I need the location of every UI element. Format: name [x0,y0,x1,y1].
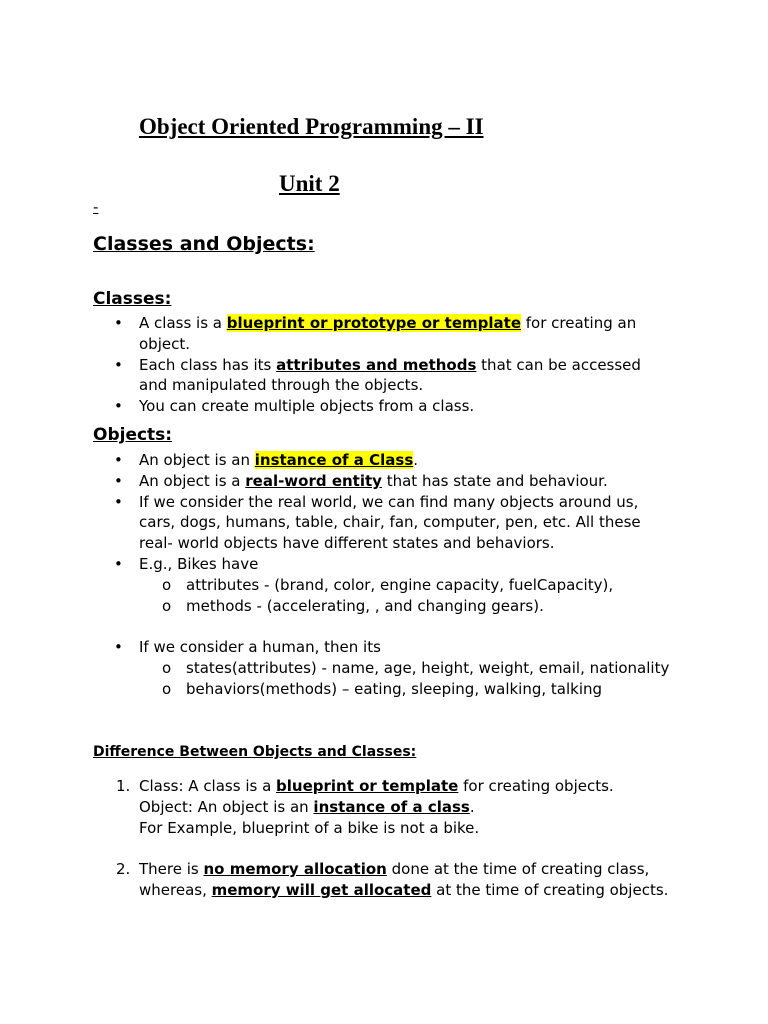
sub-bullet-icon: o [162,658,172,677]
bullet-icon: • [114,451,123,469]
difference-list [0,776,768,901]
bullet-icon: • [114,471,123,490]
bullet-icon: • [114,554,123,573]
list-item: • You can create multiple objects from a class. [114,397,475,416]
highlighted-term: instance of a Class [254,451,414,469]
emphasized-term: blueprint or template [276,777,459,795]
document-title: Object Oriented Programming – II [139,114,484,139]
emphasized-term: instance of a class [313,797,470,816]
dash-mark: - [93,198,99,216]
section-heading: Classes and Objects: [93,233,315,255]
difference-heading: Difference Between Objects and Classes: [93,744,417,760]
bullet-icon: • [114,638,123,657]
item-number: 1. [116,777,131,795]
sub-list-item: o states(attributes) - name, age, height, weight, email, nationality [162,658,670,677]
classes-list [0,313,768,417]
emphasized-term: real-word entity [245,471,382,490]
sub-list-item: o attributes - (brand, color, engine capacity, fuelCapacity), [162,575,614,594]
numbered-item: 1. Class: A class is a blueprint or template for creating objects. Object: An object is an instance of a class. For Example, blueprint of a bike is not a bike. [116,777,614,837]
spacer [0,616,768,637]
list-item: • An object is a real-word entity that has state and behaviour. [114,471,608,490]
sub-bullet-icon: o [162,596,172,615]
list-item: • A class is a blueprint or prototype or template for creating an object. [114,314,637,353]
unit-heading: Unit 2 [279,171,340,196]
emphasized-term: attributes and methods [276,355,477,374]
emphasized-term: memory will get allocated [211,880,432,899]
list-item: • If we consider a human, then its [114,638,381,657]
bullet-icon: • [114,397,123,416]
spacer [0,838,768,859]
objects-list [0,450,768,700]
list-item: • E.g., Bikes have [114,554,259,573]
bullet-icon: • [114,492,123,511]
list-item: • Each class has its attributes and methods that can be accessed and manipulated through the objects. [114,355,641,395]
sub-list-item: o behaviors(methods) – eating, sleeping, walking, talking [162,679,603,698]
list-item: • An object is an instance of a Class. [114,451,419,469]
emphasized-term: no memory allocation [203,860,387,879]
numbered-item: 2. There is no memory allocation done at the time of creating class, whereas, memory will get allocated at the time of creating objects. [116,860,669,899]
bullet-icon: • [114,355,123,374]
item-number: 2. [116,860,131,879]
classes-heading: Classes: [93,289,172,309]
sub-list-item: o methods - (accelerating, , and changing gears). [162,596,544,615]
list-item: • If we consider the real world, we can find many objects around us, cars, dogs, humans, table, chair, fan, computer, pen, etc. All these real- world objects have different states and behaviors. [114,492,641,553]
sub-bullet-icon: o [162,575,172,594]
bullet-icon: • [114,314,123,332]
sub-bullet-icon: o [162,679,172,698]
highlighted-term: blueprint or prototype or template [226,314,521,332]
objects-heading: Objects: [93,425,173,445]
